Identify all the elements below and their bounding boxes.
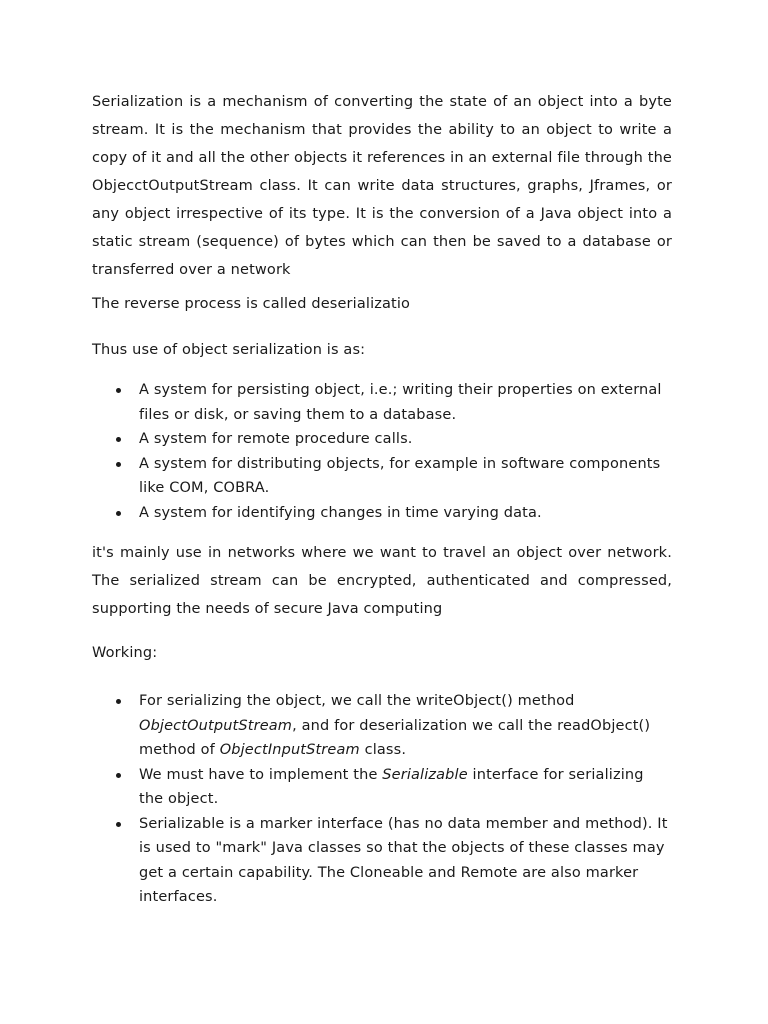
list-item xyxy=(92,452,672,501)
working-item-2-interface: Serializable xyxy=(382,766,468,783)
list-item xyxy=(92,501,672,526)
uses-list xyxy=(92,378,672,525)
bullet-icon xyxy=(116,511,121,516)
reverse-paragraph: The reverse process is called deserializatio xyxy=(92,296,411,312)
working-item-3-text: Serializable is a marker interface (has no data member and method). It is used to "mark" Java classes so that the objects of these classes may get a certain capability. The Cloneable and Remote are also marker interfaces. xyxy=(139,815,668,905)
bullet-icon xyxy=(116,699,121,704)
list-item xyxy=(92,689,672,763)
working-item-1-text-a: For serializing the object, we call the writeObject() method xyxy=(139,693,575,709)
list-item xyxy=(92,763,672,812)
working-item-2-text-c: interface for serializing the object. xyxy=(139,766,644,807)
network-paragraph: it's mainly use in networks where we want to travel an object over network. The serialized stream can be encrypted, authenticated and compressed, supporting the needs of secure Java computing xyxy=(92,545,672,617)
document-page xyxy=(92,88,672,910)
list-item-text: A system for identifying changes in time varying data. xyxy=(139,504,542,521)
working-item-1-class-output: ObjectOutputStream xyxy=(139,717,293,734)
list-item xyxy=(92,378,672,427)
list-item-text: A system for remote procedure calls. xyxy=(139,431,413,447)
working-item-1-text-e: class. xyxy=(359,742,407,758)
working-item-1-text-c: , and for deserialization we call the readObject() method of xyxy=(139,717,651,758)
working-item-2-text-a: We must have to implement the xyxy=(139,766,383,783)
list-item xyxy=(92,427,672,452)
working-label: Working: xyxy=(92,645,158,661)
list-item-text: A system for persisting object, i.e.; writing their properties on external files or disk, or saving them to a database. xyxy=(139,382,662,423)
bullet-icon xyxy=(116,388,121,393)
list-item xyxy=(92,812,672,910)
bullet-icon xyxy=(116,773,121,778)
bullet-icon xyxy=(116,437,121,442)
working-list xyxy=(92,689,672,910)
working-item-1-class-input: ObjectInputStream xyxy=(219,742,360,758)
bullet-icon xyxy=(116,822,121,827)
bullet-icon xyxy=(116,462,121,467)
list-item-text: A system for distributing objects, for example in software components like COM, COBRA. xyxy=(139,455,661,496)
intro-paragraph: Serialization is a mechanism of converting the state of an object into a byte stream. It is the mechanism that provides the ability to an object to write a copy of it and all the other objects it references in an external file through the ObjecctOutputStream class. It can write data structures, graphs, Jframes, or any object irrespective of its type. It is the conversion of a Java object into a static stream (sequence) of bytes which can then be saved to a database or transferred over a network xyxy=(92,94,672,278)
uses-intro-paragraph: Thus use of object serialization is as: xyxy=(92,342,366,358)
